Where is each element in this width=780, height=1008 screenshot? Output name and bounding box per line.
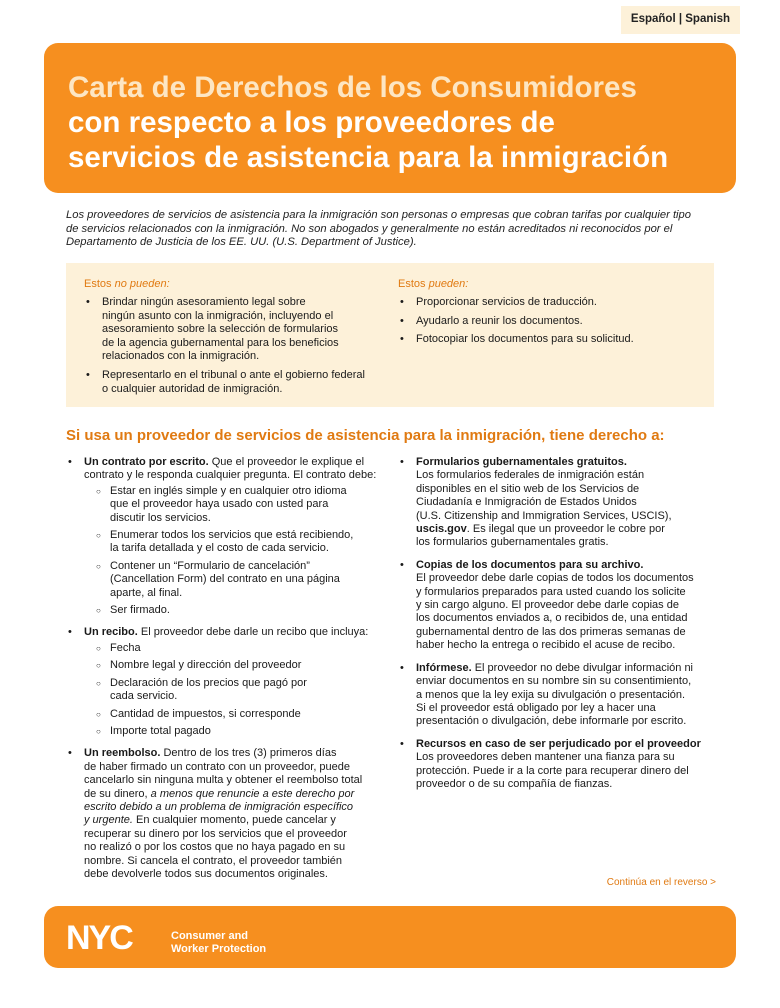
text-line: asesoramiento sobre la selección de formularios xyxy=(102,323,339,336)
right-item-copies xyxy=(398,559,718,653)
text-line: gubernamental dentro de las dos primeras semanas de xyxy=(416,625,686,638)
text-line: disponibles en el sitio web de los Servicios de xyxy=(416,482,640,495)
text-line: El proveedor no debe divulgar información ni xyxy=(474,661,694,674)
can-heading-prefix: Estos xyxy=(398,278,429,290)
text-line: (U.S. Citizenship and Immigration Services, USCIS), xyxy=(416,509,672,522)
text-line: • Representarlo en el tribunal o ante el gobierno federal xyxy=(102,368,365,381)
title-line-3: servicios de asistencia para la inmigración xyxy=(68,141,669,174)
can-item xyxy=(398,333,698,347)
text-line: y formularios preparados para usted cuando los solicite xyxy=(416,585,686,598)
can-cannot-panel xyxy=(66,263,714,407)
rights-list xyxy=(398,456,718,791)
text-line: enviar documentos en su nombre sin su consentimiento, xyxy=(416,675,692,688)
italic-fragment: escrito debido a un problema de inmigración específico xyxy=(84,800,354,813)
agency-line: Consumer and xyxy=(171,930,249,942)
italic-fragment: y urgente. xyxy=(84,814,133,827)
text-line: cancelarlo sin ninguna multa y obtener el reembolso total xyxy=(84,774,363,787)
title-line-2: con respecto a los proveedores de xyxy=(68,106,555,139)
can-heading xyxy=(398,278,698,290)
text-line: aparte, al final. xyxy=(110,586,183,599)
text-line: de la agencia gubernamental para los beneficios xyxy=(102,336,339,349)
text-line: ○ Contener un “Formulario de cancelación” xyxy=(110,559,310,572)
text-line: debe devolverle todos sus documentos originales. xyxy=(84,867,328,880)
text-line: (Cancellation Form) del contrato en una página xyxy=(110,573,340,586)
agency-line: Worker Protection xyxy=(171,943,267,955)
text-line: • Brindar ningún asesoramiento legal sobre xyxy=(102,296,306,308)
text-line: los documentos enviados a, o recibidos de, una entidad xyxy=(416,612,688,625)
title-line-1: Carta de Derechos de los Consumidores xyxy=(68,71,637,104)
text-line: cada servicio. xyxy=(110,690,178,703)
intro-line: Departamento de Justicia de los EE. UU. (U.S. Department of Justice). xyxy=(66,236,417,249)
can-list xyxy=(398,296,698,347)
right-title: Un recibo. xyxy=(84,626,138,639)
right-item-inform xyxy=(398,662,718,729)
text-line: relacionados con la inmigración. xyxy=(102,350,260,363)
right-title: • Copias de los documentos para su archivo. xyxy=(416,558,644,571)
text-line: • Ayudarlo a reunir los documentos. xyxy=(416,314,583,327)
text-line: Los formularios federales de inmigración están xyxy=(416,469,645,482)
right-item-refund xyxy=(66,747,386,881)
text-fragment: de su dinero, xyxy=(84,787,151,800)
can-item xyxy=(398,315,698,329)
nyc-logo xyxy=(66,921,162,953)
text-fragment: . Es ilegal que un proveedor le cobre por xyxy=(466,523,665,536)
title-banner xyxy=(44,43,736,193)
sub-item xyxy=(84,604,386,617)
uscis-link[interactable]: uscis.gov xyxy=(416,523,467,536)
right-title: • Formularios gubernamentales gratuitos. xyxy=(416,456,627,468)
text-line: ○ Cantidad de impuestos, si corresponde xyxy=(110,707,301,720)
can-item xyxy=(398,296,698,310)
text-line: de haber firmado un contrato con un proveedor, puede xyxy=(84,760,351,773)
right-item-contract xyxy=(66,456,386,617)
sub-item xyxy=(84,725,386,738)
nyc-logo-text: NYC xyxy=(66,921,132,953)
rights-left-column xyxy=(66,456,386,890)
agency-name xyxy=(171,930,266,956)
text-line: • Fotocopiar los documentos para su solicitud. xyxy=(416,333,634,346)
text-line: ○ Fecha xyxy=(110,641,141,654)
right-title: • Recursos en caso de ser perjudicado por el proveedor xyxy=(416,737,701,750)
intro-line: Los proveedores de servicios de asistencia para la inmigración son personas o empresas que cobran tarifas por cualquier tipo xyxy=(66,209,691,221)
text-line: El proveedor debe darle copias de todos los documentos xyxy=(416,572,694,585)
footer-banner xyxy=(44,906,736,968)
cannot-column xyxy=(84,278,384,401)
sub-item xyxy=(84,485,386,525)
text-line: ningún asunto con la inmigración, incluyendo el xyxy=(102,309,334,322)
text-line: ○ Estar en inglés simple y en cualquier otro idioma xyxy=(110,484,347,497)
rights-right-column xyxy=(398,456,718,800)
sub-item xyxy=(84,677,386,704)
text-line: discutir los servicios. xyxy=(110,511,211,524)
cannot-list xyxy=(84,296,384,396)
text-line: Dentro de los tres (3) primeros días xyxy=(163,747,337,760)
text-line: Que el proveedor le explique el xyxy=(211,456,365,468)
text-line: ○ Nombre legal y dirección del proveedor xyxy=(110,659,302,672)
text-line: ○ Ser firmado. xyxy=(110,604,170,617)
text-line: proveedor o de su compañía de fianzas. xyxy=(416,777,613,790)
right-item-free-forms xyxy=(398,456,718,550)
right-title: Un contrato por escrito. xyxy=(84,456,209,468)
sub-item xyxy=(84,529,386,556)
sub-item xyxy=(84,659,386,672)
text-fragment: En cualquier momento, puede cancelar y xyxy=(132,814,336,827)
text-line: protección. Puede ir a la corte para recuperar dinero del xyxy=(416,764,689,777)
text-line: no realizó o por los costos que no haya pagado en su xyxy=(84,841,346,854)
rights-list xyxy=(66,456,386,881)
text-line: la tarifa detallada y el costo de cada servicio. xyxy=(110,542,329,555)
language-tag: Español | Spanish xyxy=(621,6,740,34)
can-heading-emphasis: pueden: xyxy=(428,278,469,290)
text-line: y sin cargo alguno. El proveedor debe darle copias de xyxy=(416,599,679,612)
italic-fragment: a menos que renuncie a este derecho por xyxy=(150,787,355,800)
sub-item xyxy=(84,708,386,721)
sub-item xyxy=(84,642,386,655)
intro-line: de servicios relacionados con la inmigración. No son abogados y generalmente no están acreditados ni reconocidos por el xyxy=(66,222,673,235)
right-item-receipt xyxy=(66,626,386,738)
can-column xyxy=(398,278,698,352)
text-line: ○ Declaración de los precios que pagó por xyxy=(110,676,307,689)
right-item-remedies xyxy=(398,738,718,792)
text-line: Ciudadanía e Inmigración de Estados Unidos xyxy=(416,496,637,509)
cannot-item xyxy=(84,296,384,364)
cannot-heading-emphasis: no pueden: xyxy=(114,278,170,290)
text-line: contrato y le responda cualquier pregunta. El contrato debe: xyxy=(84,469,377,482)
text-line: presentación o divulgación, debe informarle por escrito. xyxy=(416,715,687,728)
text-line: o cualquier autoridad de inmigración. xyxy=(102,382,283,395)
sub-item xyxy=(84,560,386,600)
cannot-heading-prefix: Estos xyxy=(84,278,115,290)
text-line: nombre. Si cancela el contrato, el proveedor también xyxy=(84,854,343,867)
cannot-item xyxy=(84,369,384,396)
text-line: ○ Enumerar todos los servicios que está recibiendo, xyxy=(110,529,354,542)
text-line: los formularios gubernamentales gratis. xyxy=(416,536,609,549)
text-line: • Proporcionar servicios de traducción. xyxy=(416,296,597,308)
text-line: a menos que la ley exija su divulgación o presentación. xyxy=(416,688,686,701)
text-line: ○ Importe total pagado xyxy=(110,724,211,737)
page-title xyxy=(68,70,668,175)
receipt-sublist xyxy=(84,642,386,738)
text-line: Si el proveedor está obligado por ley a hacer una xyxy=(416,701,656,714)
right-title: Infórmese. xyxy=(416,661,472,674)
intro-paragraph xyxy=(66,209,730,250)
text-line: que el proveedor haya usado con usted para xyxy=(110,498,329,511)
text-line: El proveedor debe darle un recibo que incluya: xyxy=(140,626,369,639)
rights-heading: Si usa un proveedor de servicios de asistencia para la inmigración, tiene derecho a: xyxy=(66,427,665,444)
continue-on-back-link[interactable]: Continúa en el reverso > xyxy=(606,877,716,888)
text-line: haber hecho la entrega o recibido el acuse de recibo. xyxy=(416,639,676,652)
text-line: Los proveedores deben mantener una fianza para su xyxy=(416,751,675,764)
cannot-heading xyxy=(84,278,384,290)
right-title: Un reembolso. xyxy=(84,747,161,760)
contract-sublist xyxy=(84,485,386,618)
text-line: recuperar su dinero por los servicios que el proveedor xyxy=(84,827,347,840)
